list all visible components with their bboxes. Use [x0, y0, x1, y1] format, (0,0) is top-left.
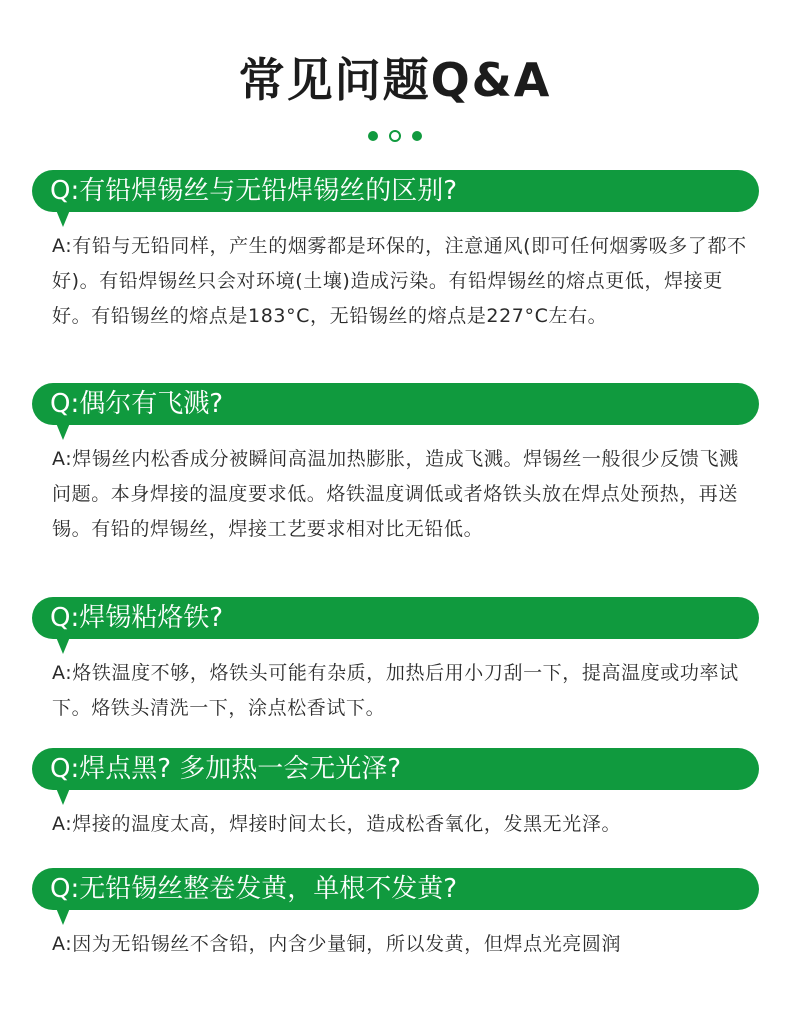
faq-item — [32, 868, 759, 962]
speech-tail-icon — [56, 908, 70, 925]
question-text: Q:偶尔有飞溅? — [50, 389, 224, 419]
hollow-dot-icon — [389, 130, 401, 142]
answer-text: A:烙铁温度不够，烙铁头可能有杂质，加热后用小刀刮一下，提高温度或功率试下。烙铁头清洗一下，涂点松香试下。 — [52, 662, 739, 719]
speech-tail-icon — [56, 637, 70, 654]
title-divider-dots — [0, 128, 790, 142]
faq-item — [32, 383, 759, 547]
page-title: 常见问题Q&A — [238, 53, 552, 107]
question-banner — [32, 868, 759, 910]
speech-tail-icon — [56, 210, 70, 227]
speech-tail-icon — [56, 788, 70, 805]
faq-item — [32, 748, 759, 842]
question-banner — [32, 170, 759, 212]
question-text: Q:无铅锡丝整卷发黄，单根不发黄? — [50, 874, 458, 904]
faq-item — [32, 597, 759, 726]
answer-text: A:焊锡丝内松香成分被瞬间高温加热膨胀，造成飞溅。焊锡丝一般很少反馈飞溅问题。本身焊接的温度要求低。烙铁温度调低或者烙铁头放在焊点处预热，再送锡。有铅的焊锡丝，焊接工艺要求相对比无铅低。 — [52, 448, 739, 540]
question-banner — [32, 597, 759, 639]
answer-text: A:有铅与无铅同样，产生的烟雾都是环保的，注意通风(即可任何烟雾吸多了都不好)。有铅焊锡丝只会对环境(土壤)造成污染。有铅焊锡丝的熔点更低，焊接更好。有铅锡丝的熔点是183°C，无铅锡丝的熔点是227°C左右。 — [52, 235, 747, 327]
speech-tail-icon — [56, 423, 70, 440]
answer-text: A:焊接的温度太高，焊接时间太长，造成松香氧化，发黑无光泽。 — [52, 813, 622, 835]
question-text: Q:有铅焊锡丝与无铅焊锡丝的区别? — [50, 176, 458, 206]
question-text: Q:焊锡粘烙铁? — [50, 603, 224, 633]
dot-icon — [368, 131, 378, 141]
dot-icon — [412, 131, 422, 141]
question-banner — [32, 748, 759, 790]
answer-text: A:因为无铅锡丝不含铅，内含少量铜，所以发黄，但焊点光亮圆润 — [52, 933, 622, 955]
question-text: Q:焊点黑? 多加热一会无光泽? — [50, 754, 402, 784]
faq-item — [32, 170, 759, 334]
question-banner — [32, 383, 759, 425]
